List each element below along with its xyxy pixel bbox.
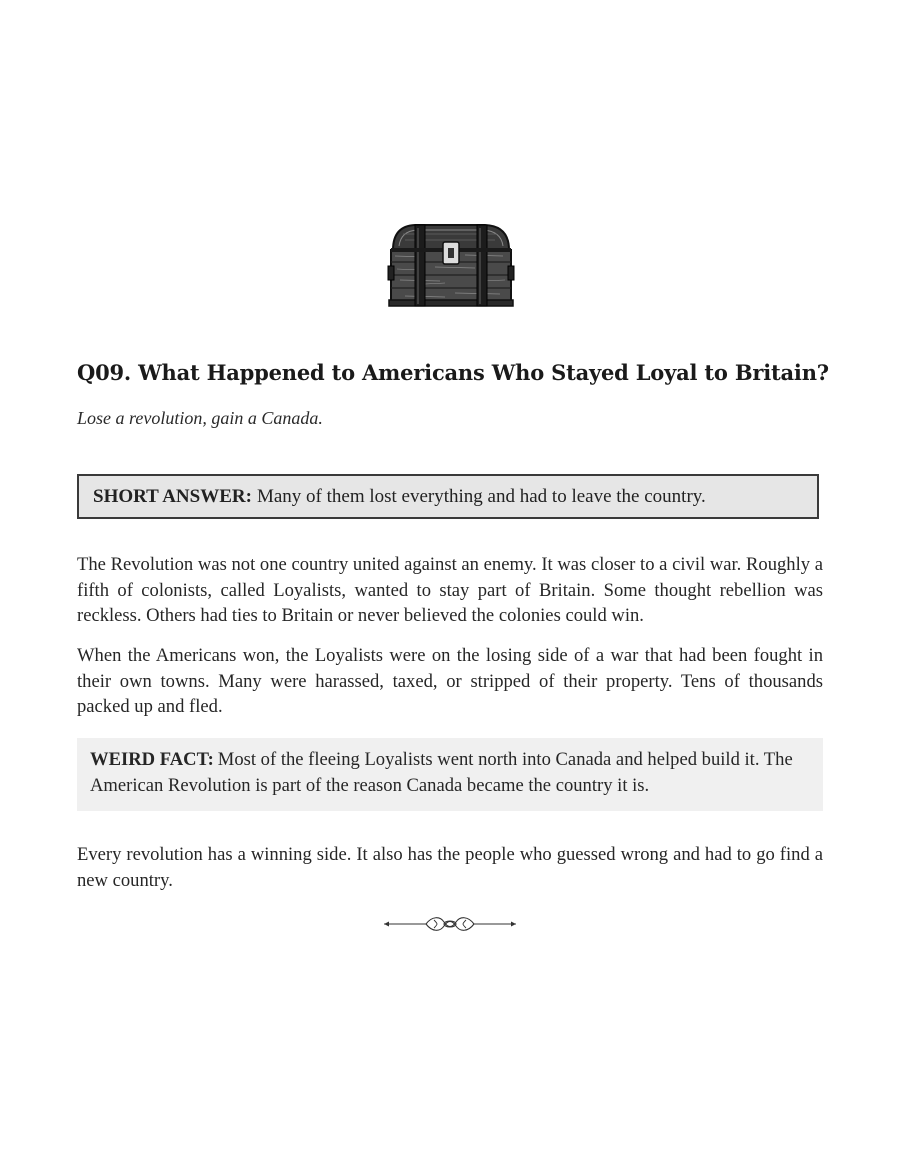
weird-fact-text: Most of the fleeing Loyalists went north into Canada and helped build it. The American Revolution is part of the reason Canada became the country it is. xyxy=(90,749,793,796)
body-paragraph-2: When the Americans won, the Loyalists were on the losing side of a war that had been fought in their own towns. Many were harassed, taxed, or stripped of their property. Tens of thousands packed up and fled. xyxy=(77,645,823,717)
short-answer-box xyxy=(77,474,819,519)
body-paragraph-1: The Revolution was not one country united against an enemy. It was closer to a civil war. Roughly a fifth of colonists, called Loyalists, wanted to stay part of Britain. Some thought rebellion was reckless. Others had ties to Britain or never believed the colonies could win. xyxy=(77,554,823,626)
weird-fact-label: WEIRD FACT: xyxy=(90,749,214,770)
body-paragraph-3: Every revolution has a winning side. It also has the people who guessed wrong and had to go find a new country. xyxy=(77,844,823,891)
question-title: Q09. What Happened to Americans Who Stayed Loyal to Britain? xyxy=(77,360,829,385)
weird-fact-box xyxy=(77,738,823,811)
treasure-chest-icon xyxy=(385,220,515,312)
short-answer-text: Many of them lost everything and had to leave the country. xyxy=(256,485,706,507)
question-subtitle: Lose a revolution, gain a Canada. xyxy=(77,408,323,428)
short-answer-label: SHORT ANSWER: xyxy=(93,485,252,507)
ornamental-flourish-icon xyxy=(380,912,520,936)
